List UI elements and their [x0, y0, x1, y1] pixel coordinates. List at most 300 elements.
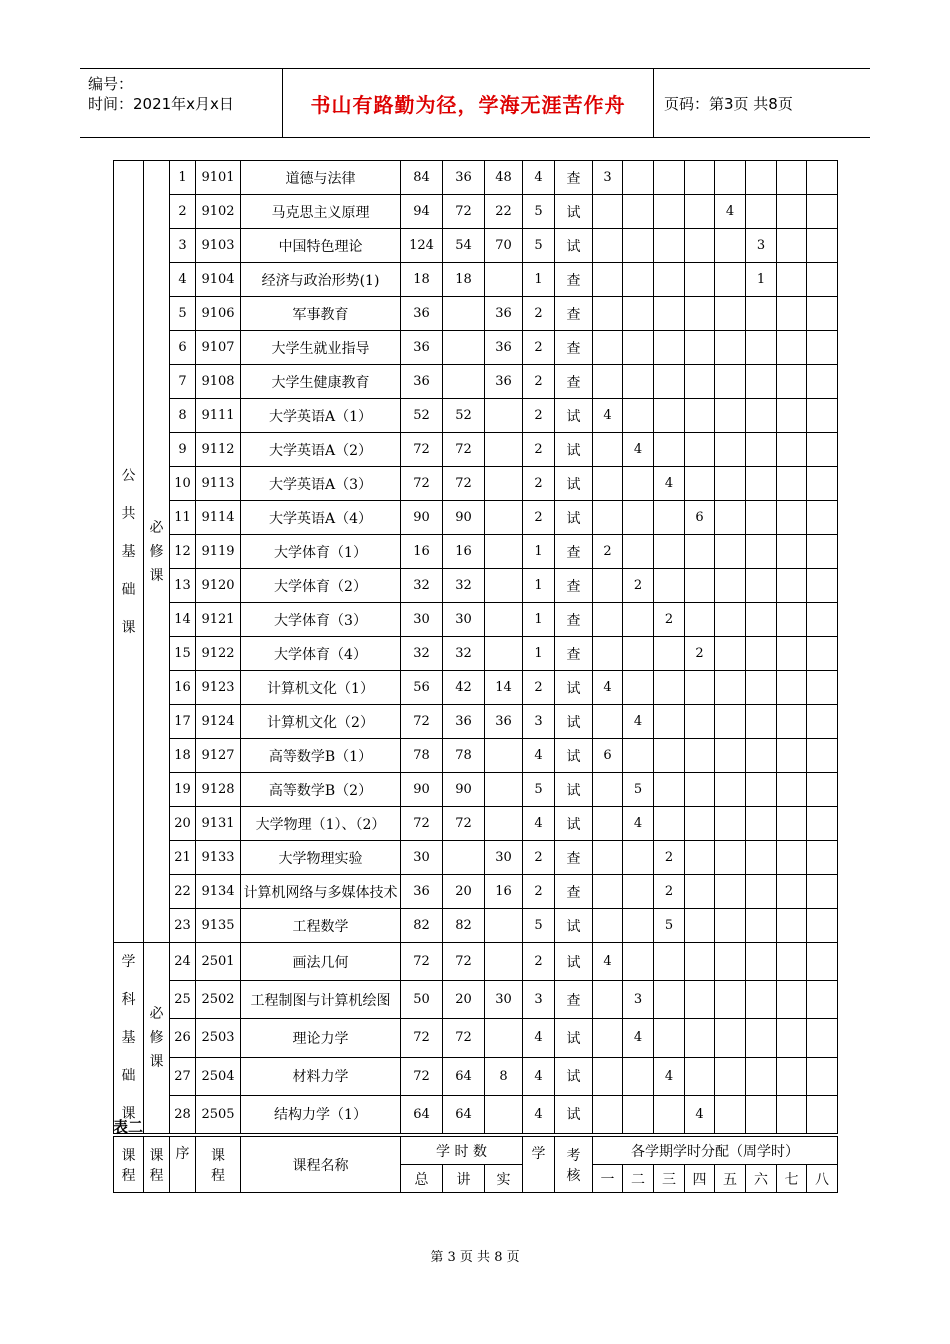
- hours-practice: 8: [485, 1057, 523, 1095]
- course-code: 9128: [196, 773, 241, 807]
- semester-hours-5: [715, 909, 746, 943]
- semester-hours-4: [685, 1057, 715, 1095]
- semester-hours-6: [746, 467, 777, 501]
- semester-hours-7: [777, 535, 807, 569]
- semester-hours-3: [654, 501, 685, 535]
- semester-hours-4: [685, 739, 715, 773]
- semester-hours-2: [623, 467, 654, 501]
- semester-hours-8: [807, 671, 838, 705]
- semester-hours-5: [715, 501, 746, 535]
- exam-type: 查: [555, 875, 593, 909]
- semester-hours-8: [807, 433, 838, 467]
- hours-lecture: 82: [443, 909, 485, 943]
- hours-practice: 70: [485, 229, 523, 263]
- semester-hours-3: 2: [654, 603, 685, 637]
- semester-hours-8: [807, 1057, 838, 1095]
- semester-hours-8: [807, 603, 838, 637]
- course-no: 20: [170, 807, 196, 841]
- semester-hours-6: [746, 603, 777, 637]
- semester-hours-6: [746, 671, 777, 705]
- semester-hours-5: [715, 263, 746, 297]
- semester-hours-2: [623, 263, 654, 297]
- semester-hours-1: [593, 637, 623, 671]
- semester-hours-8: [807, 297, 838, 331]
- motto: 书山有路勤为径，学海无涯苦作舟: [283, 69, 654, 137]
- semester-hours-2: [623, 399, 654, 433]
- course-credit: 2: [523, 875, 555, 909]
- t2-lecture-header: 讲: [443, 1165, 485, 1193]
- semester-hours-1: [593, 195, 623, 229]
- semester-hours-7: [777, 467, 807, 501]
- semester-hours-2: [623, 671, 654, 705]
- semester-hours-8: [807, 229, 838, 263]
- semester-hours-8: [807, 569, 838, 603]
- semester-hours-5: [715, 671, 746, 705]
- hours-lecture: 90: [443, 773, 485, 807]
- semester-hours-7: [777, 365, 807, 399]
- hours-practice: 14: [485, 671, 523, 705]
- hours-lecture: [443, 297, 485, 331]
- course-name: 中国特色理论: [241, 229, 401, 263]
- semester-hours-8: [807, 399, 838, 433]
- page-indicator: 页码：第3页 共8页: [664, 94, 793, 113]
- course-no: 26: [170, 1019, 196, 1057]
- semester-hours-2: [623, 603, 654, 637]
- course-no: 6: [170, 331, 196, 365]
- table-row: [114, 433, 838, 467]
- semester-hours-4: [685, 331, 715, 365]
- hours-lecture: 42: [443, 671, 485, 705]
- hours-lecture: 20: [443, 981, 485, 1019]
- hours-lecture: 72: [443, 943, 485, 981]
- exam-type: 试: [555, 229, 593, 263]
- semester-hours-1: [593, 1095, 623, 1133]
- hours-total: 36: [401, 875, 443, 909]
- course-code: 9113: [196, 467, 241, 501]
- course-name: 工程数学: [241, 909, 401, 943]
- course-credit: 1: [523, 637, 555, 671]
- course-code: 9122: [196, 637, 241, 671]
- semester-hours-7: [777, 671, 807, 705]
- semester-hours-8: [807, 535, 838, 569]
- hours-total: 32: [401, 637, 443, 671]
- semester-hours-6: [746, 875, 777, 909]
- hours-total: 72: [401, 1019, 443, 1057]
- semester-hours-7: [777, 195, 807, 229]
- semester-hours-2: [623, 331, 654, 365]
- course-name: 马克思主义原理: [241, 195, 401, 229]
- table-row: [114, 331, 838, 365]
- semester-hours-6: [746, 943, 777, 981]
- semester-hours-5: [715, 841, 746, 875]
- course-no: 17: [170, 705, 196, 739]
- hours-lecture: 30: [443, 603, 485, 637]
- course-code: 9127: [196, 739, 241, 773]
- exam-type: 试: [555, 1095, 593, 1133]
- course-no: 10: [170, 467, 196, 501]
- table-row: [114, 297, 838, 331]
- semester-hours-5: [715, 875, 746, 909]
- semester-hours-6: [746, 399, 777, 433]
- course-code: 9131: [196, 807, 241, 841]
- semester-hours-2: [623, 365, 654, 399]
- course-credit: 1: [523, 603, 555, 637]
- hours-lecture: 72: [443, 1019, 485, 1057]
- semester-hours-6: [746, 739, 777, 773]
- table2-title: 表二: [113, 1118, 144, 1136]
- semester-hours-8: [807, 1019, 838, 1057]
- page-header: [80, 68, 870, 138]
- semester-hours-7: [777, 637, 807, 671]
- semester-hours-2: 3: [623, 981, 654, 1019]
- header-left-cell: [80, 69, 283, 137]
- semester-hours-6: [746, 535, 777, 569]
- course-no: 27: [170, 1057, 196, 1095]
- hours-total: 30: [401, 841, 443, 875]
- semester-hours-7: [777, 501, 807, 535]
- table-row: [114, 399, 838, 433]
- hours-lecture: 72: [443, 807, 485, 841]
- semester-hours-2: [623, 637, 654, 671]
- semester-hours-8: [807, 263, 838, 297]
- exam-type: 查: [555, 365, 593, 399]
- exam-type: 试: [555, 467, 593, 501]
- semester-hours-6: [746, 501, 777, 535]
- group-type: 必 修 课: [144, 943, 170, 1134]
- semester-hours-3: [654, 739, 685, 773]
- semester-hours-7: [777, 943, 807, 981]
- course-name: 大学英语A（3）: [241, 467, 401, 501]
- semester-hours-1: [593, 1057, 623, 1095]
- semester-hours-6: [746, 807, 777, 841]
- exam-type: 试: [555, 807, 593, 841]
- semester-hours-8: [807, 875, 838, 909]
- hours-lecture: 20: [443, 875, 485, 909]
- semester-hours-4: [685, 875, 715, 909]
- semester-hours-3: [654, 569, 685, 603]
- semester-hours-5: [715, 637, 746, 671]
- hours-lecture: 54: [443, 229, 485, 263]
- course-credit: 4: [523, 807, 555, 841]
- t2-sem-8: 八: [807, 1165, 838, 1193]
- semester-hours-2: [623, 1057, 654, 1095]
- t2-semesters-header: 各学期学时分配（周学时）: [593, 1137, 838, 1165]
- semester-hours-2: 2: [623, 569, 654, 603]
- hours-practice: 48: [485, 161, 523, 195]
- exam-type: 试: [555, 195, 593, 229]
- semester-hours-5: [715, 739, 746, 773]
- semester-hours-3: [654, 297, 685, 331]
- page-footer: 第 3 页 共 8 页: [430, 1250, 520, 1265]
- course-credit: 4: [523, 161, 555, 195]
- hours-total: 72: [401, 705, 443, 739]
- semester-hours-4: [685, 943, 715, 981]
- semester-hours-3: [654, 807, 685, 841]
- course-no: 12: [170, 535, 196, 569]
- semester-hours-5: [715, 807, 746, 841]
- semester-hours-4: [685, 981, 715, 1019]
- semester-hours-3: [654, 773, 685, 807]
- hours-total: 72: [401, 467, 443, 501]
- t2-category-header: 课 程: [114, 1137, 144, 1193]
- table2-header: [113, 1136, 838, 1193]
- semester-hours-5: [715, 773, 746, 807]
- course-name: 大学英语A（4）: [241, 501, 401, 535]
- semester-hours-5: [715, 161, 746, 195]
- semester-hours-7: [777, 603, 807, 637]
- course-code: 9108: [196, 365, 241, 399]
- table-row: [114, 569, 838, 603]
- hours-practice: [485, 1095, 523, 1133]
- hours-total: 72: [401, 433, 443, 467]
- hours-lecture: 32: [443, 569, 485, 603]
- semester-hours-3: [654, 229, 685, 263]
- hours-total: 90: [401, 501, 443, 535]
- semester-hours-4: 6: [685, 501, 715, 535]
- hours-practice: [485, 569, 523, 603]
- semester-hours-6: [746, 331, 777, 365]
- t2-hours-header: 学 时 数: [401, 1137, 523, 1165]
- course-no: 9: [170, 433, 196, 467]
- course-code: 2503: [196, 1019, 241, 1057]
- course-no: 15: [170, 637, 196, 671]
- course-code: 9114: [196, 501, 241, 535]
- t2-type-header: 课 程: [144, 1137, 170, 1193]
- course-credit: 5: [523, 909, 555, 943]
- semester-hours-7: [777, 807, 807, 841]
- course-name: 计算机文化（1）: [241, 671, 401, 705]
- exam-type: 查: [555, 603, 593, 637]
- course-credit: 2: [523, 501, 555, 535]
- semester-hours-8: [807, 195, 838, 229]
- semester-hours-1: [593, 603, 623, 637]
- hours-practice: 30: [485, 841, 523, 875]
- semester-hours-4: [685, 841, 715, 875]
- semester-hours-1: [593, 263, 623, 297]
- course-code: 9104: [196, 263, 241, 297]
- hours-lecture: 36: [443, 705, 485, 739]
- semester-hours-1: [593, 875, 623, 909]
- course-no: 1: [170, 161, 196, 195]
- semester-hours-7: [777, 705, 807, 739]
- semester-hours-6: [746, 841, 777, 875]
- semester-hours-4: [685, 569, 715, 603]
- exam-type: 试: [555, 909, 593, 943]
- semester-hours-5: [715, 1095, 746, 1133]
- table-row: [114, 981, 838, 1019]
- exam-type: 试: [555, 773, 593, 807]
- hours-lecture: 32: [443, 637, 485, 671]
- table-row: [114, 263, 838, 297]
- course-no: 25: [170, 981, 196, 1019]
- hours-practice: 30: [485, 981, 523, 1019]
- hours-practice: [485, 807, 523, 841]
- table-row: [114, 467, 838, 501]
- semester-hours-7: [777, 161, 807, 195]
- semester-hours-2: 4: [623, 433, 654, 467]
- course-no: 14: [170, 603, 196, 637]
- hours-practice: [485, 433, 523, 467]
- exam-type: 查: [555, 297, 593, 331]
- course-credit: 1: [523, 535, 555, 569]
- course-no: 11: [170, 501, 196, 535]
- course-no: 24: [170, 943, 196, 981]
- hours-practice: [485, 501, 523, 535]
- course-no: 5: [170, 297, 196, 331]
- semester-hours-3: 2: [654, 841, 685, 875]
- table-row: [114, 535, 838, 569]
- hours-total: 50: [401, 981, 443, 1019]
- course-name: 材料力学: [241, 1057, 401, 1095]
- course-no: 23: [170, 909, 196, 943]
- table-row: [114, 807, 838, 841]
- hours-total: 94: [401, 195, 443, 229]
- hours-lecture: [443, 365, 485, 399]
- table-row: [114, 739, 838, 773]
- course-code: 9135: [196, 909, 241, 943]
- t2-no-header: 序: [170, 1137, 196, 1193]
- table-row: [114, 909, 838, 943]
- semester-hours-8: [807, 773, 838, 807]
- group-category: 公 共 基 础 课: [114, 161, 144, 943]
- t2-sem-5: 五: [715, 1165, 746, 1193]
- hours-practice: [485, 263, 523, 297]
- semester-hours-4: [685, 263, 715, 297]
- semester-hours-7: [777, 875, 807, 909]
- semester-hours-4: [685, 1019, 715, 1057]
- course-code: 2505: [196, 1095, 241, 1133]
- course-code: 9120: [196, 569, 241, 603]
- semester-hours-8: [807, 909, 838, 943]
- table-row: [114, 365, 838, 399]
- course-code: 9107: [196, 331, 241, 365]
- course-credit: 2: [523, 331, 555, 365]
- hours-practice: 36: [485, 705, 523, 739]
- semester-hours-2: [623, 229, 654, 263]
- semester-hours-1: 4: [593, 399, 623, 433]
- course-credit: 2: [523, 399, 555, 433]
- semester-hours-3: 4: [654, 467, 685, 501]
- semester-hours-1: [593, 841, 623, 875]
- semester-hours-5: [715, 603, 746, 637]
- hours-practice: [485, 603, 523, 637]
- hours-total: 64: [401, 1095, 443, 1133]
- hours-total: 36: [401, 331, 443, 365]
- course-credit: 1: [523, 569, 555, 603]
- course-no: 4: [170, 263, 196, 297]
- course-code: 2501: [196, 943, 241, 981]
- semester-hours-4: 2: [685, 637, 715, 671]
- semester-hours-1: [593, 365, 623, 399]
- course-credit: 2: [523, 433, 555, 467]
- code-label: 编号：: [88, 75, 134, 93]
- course-no: 3: [170, 229, 196, 263]
- semester-hours-7: [777, 1057, 807, 1095]
- course-code: 9101: [196, 161, 241, 195]
- semester-hours-4: [685, 909, 715, 943]
- course-no: 2: [170, 195, 196, 229]
- hours-practice: [485, 467, 523, 501]
- exam-type: 查: [555, 569, 593, 603]
- semester-hours-7: [777, 981, 807, 1019]
- course-name: 军事教育: [241, 297, 401, 331]
- semester-hours-2: [623, 297, 654, 331]
- table-row: [114, 1019, 838, 1057]
- semester-hours-4: [685, 705, 715, 739]
- course-no: 13: [170, 569, 196, 603]
- semester-hours-4: 4: [685, 1095, 715, 1133]
- course-name: 大学生健康教育: [241, 365, 401, 399]
- semester-hours-7: [777, 569, 807, 603]
- semester-hours-4: [685, 399, 715, 433]
- semester-hours-1: [593, 433, 623, 467]
- semester-hours-5: [715, 467, 746, 501]
- course-name: 理论力学: [241, 1019, 401, 1057]
- semester-hours-4: [685, 229, 715, 263]
- hours-practice: [485, 1019, 523, 1057]
- semester-hours-4: [685, 467, 715, 501]
- semester-hours-3: [654, 331, 685, 365]
- course-name: 大学体育（4）: [241, 637, 401, 671]
- course-name: 计算机文化（2）: [241, 705, 401, 739]
- hours-practice: [485, 535, 523, 569]
- semester-hours-2: [623, 875, 654, 909]
- semester-hours-1: [593, 705, 623, 739]
- course-no: 21: [170, 841, 196, 875]
- course-no: 19: [170, 773, 196, 807]
- table-row: [114, 1095, 838, 1133]
- course-credit: 5: [523, 773, 555, 807]
- semester-hours-2: [623, 501, 654, 535]
- semester-hours-2: [623, 739, 654, 773]
- semester-hours-3: [654, 195, 685, 229]
- semester-hours-1: [593, 297, 623, 331]
- semester-hours-8: [807, 739, 838, 773]
- course-code: 9111: [196, 399, 241, 433]
- semester-hours-7: [777, 1095, 807, 1133]
- semester-hours-8: [807, 981, 838, 1019]
- semester-hours-5: [715, 705, 746, 739]
- table-row: [114, 671, 838, 705]
- semester-hours-7: [777, 739, 807, 773]
- semester-hours-6: [746, 981, 777, 1019]
- semester-hours-6: [746, 161, 777, 195]
- t2-sem-1: 一: [593, 1165, 623, 1193]
- semester-hours-3: [654, 399, 685, 433]
- course-no: 16: [170, 671, 196, 705]
- hours-practice: 36: [485, 365, 523, 399]
- course-code: 9133: [196, 841, 241, 875]
- course-code: 9121: [196, 603, 241, 637]
- hours-total: 72: [401, 807, 443, 841]
- course-no: 22: [170, 875, 196, 909]
- course-code: 2504: [196, 1057, 241, 1095]
- semester-hours-7: [777, 1019, 807, 1057]
- hours-total: 56: [401, 671, 443, 705]
- semester-hours-6: [746, 637, 777, 671]
- hours-lecture: 18: [443, 263, 485, 297]
- semester-hours-6: [746, 1095, 777, 1133]
- t2-name-header: 课程名称: [241, 1137, 401, 1193]
- hours-practice: 36: [485, 297, 523, 331]
- semester-hours-1: [593, 331, 623, 365]
- hours-lecture: 72: [443, 467, 485, 501]
- hours-total: 82: [401, 909, 443, 943]
- t2-code-header: 课 程: [196, 1137, 241, 1193]
- course-credit: 2: [523, 297, 555, 331]
- course-credit: 1: [523, 263, 555, 297]
- semester-hours-7: [777, 229, 807, 263]
